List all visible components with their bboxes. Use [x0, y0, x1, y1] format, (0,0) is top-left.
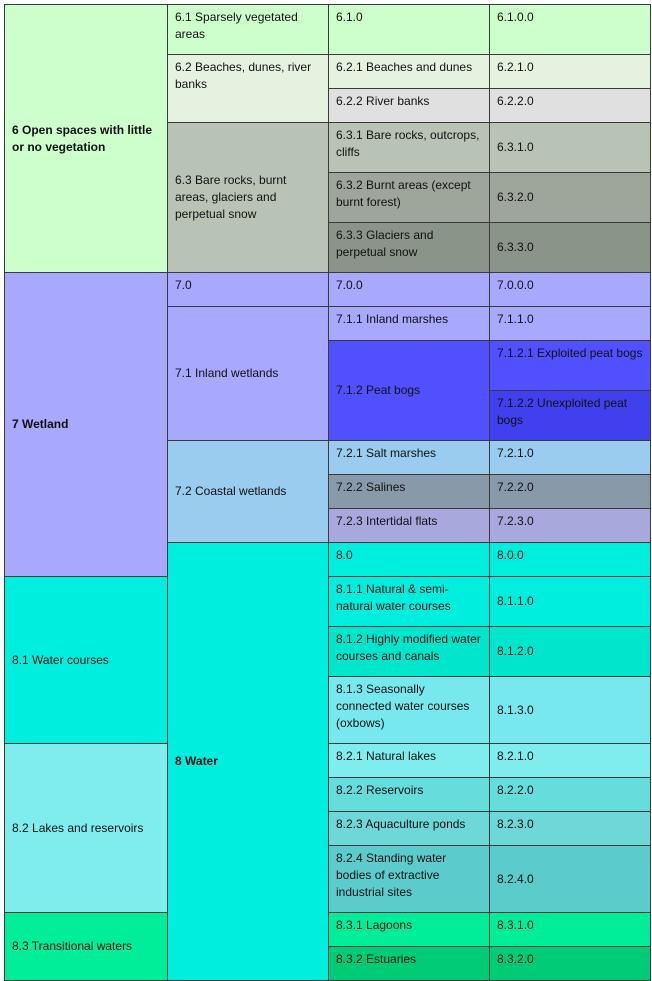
level4-cell: 8.1.1.0 — [490, 577, 651, 627]
level4-cell: 6.1.0.0 — [490, 5, 651, 55]
level2-cell: 8.3 Transitional waters — [5, 913, 168, 981]
level4-cell: 7.2.2.0 — [490, 475, 651, 509]
level3-cell: 8.2.4 Standing water bodies of extractive industrial sites — [329, 846, 490, 913]
level2-cell: 6.1 Sparsely vegetated areas — [168, 5, 329, 55]
level3-cell: 8.2.2 Reservoirs — [329, 778, 490, 812]
level3-cell: 7.0.0 — [329, 273, 490, 307]
level4-cell: 7.1.2.1 Exploited peat bogs — [490, 341, 651, 391]
level3-cell: 7.2.1 Salt marshes — [329, 441, 490, 475]
table-row — [5, 5, 651, 55]
level4-cell: 7.2.3.0 — [490, 509, 651, 543]
level2-cell: 6.2 Beaches, dunes, river banks — [168, 55, 329, 123]
level3-cell: 8.3.1 Lagoons — [329, 913, 490, 947]
level4-cell: 6.2.1.0 — [490, 55, 651, 89]
level4-cell: 8.2.2.0 — [490, 778, 651, 812]
level3-cell: 8.3.2 Estuaries — [329, 947, 490, 981]
level4-cell: 6.2.2.0 — [490, 89, 651, 123]
level4-cell: 7.1.2.2 Unexploited peat bogs — [490, 391, 651, 441]
level2-cell: 8.1 Water courses — [5, 577, 168, 744]
level4-cell: 6.3.2.0 — [490, 173, 651, 223]
level3-cell: 6.3.2 Burnt areas (except burnt forest) — [329, 173, 490, 223]
level3-cell: 8.1.2 Highly modified water courses and canals — [329, 627, 490, 677]
level4-cell: 8.2.4.0 — [490, 846, 651, 913]
level3-cell: 6.1.0 — [329, 5, 490, 55]
level3-cell: 7.1.2 Peat bogs — [329, 341, 490, 441]
level2-cell: 7.2 Coastal wetlands — [168, 441, 329, 543]
level2-cell: 8.2 Lakes and reservoirs — [5, 744, 168, 913]
level4-cell: 6.3.1.0 — [490, 123, 651, 173]
level4-cell: 8.2.3.0 — [490, 812, 651, 846]
level4-cell: 7.0.0.0 — [490, 273, 651, 307]
level3-cell: 7.2.3 Intertidal flats — [329, 509, 490, 543]
level3-cell: 8.0.0 — [490, 543, 651, 577]
level1-cell: 7 Wetland — [5, 273, 168, 577]
level1-cell: 8 Water — [168, 543, 329, 981]
level3-cell: 6.2.1 Beaches and dunes — [329, 55, 490, 89]
level2-cell: 7.0 — [168, 273, 329, 307]
level4-cell: 8.3.2.0 — [490, 947, 651, 981]
level4-cell: 7.2.1.0 — [490, 441, 651, 475]
level4-cell: 8.2.1.0 — [490, 744, 651, 778]
level3-cell: 7.1.1 Inland marshes — [329, 307, 490, 341]
level3-cell: 7.2.2 Salines — [329, 475, 490, 509]
land-cover-classification-table — [4, 4, 651, 981]
level3-cell: 6.3.1 Bare rocks, outcrops, cliffs — [329, 123, 490, 173]
level3-cell: 8.1.1 Natural & semi-natural water courses — [329, 577, 490, 627]
level3-cell: 6.3.3 Glaciers and perpetual snow — [329, 223, 490, 273]
level3-cell: 8.2.1 Natural lakes — [329, 744, 490, 778]
level4-cell: 8.3.1.0 — [490, 913, 651, 947]
level3-cell: 8.1.3 Seasonally connected water courses (oxbows) — [329, 677, 490, 744]
level2-cell: 7.1 Inland wetlands — [168, 307, 329, 441]
level4-cell: 7.1.1.0 — [490, 307, 651, 341]
level3-cell: 8.2.3 Aquaculture ponds — [329, 812, 490, 846]
level3-cell: 6.2.2 River banks — [329, 89, 490, 123]
table-row — [5, 273, 651, 307]
level4-cell: 8.1.3.0 — [490, 677, 651, 744]
level2-cell: 6.3 Bare rocks, burnt areas, glaciers and perpetual snow — [168, 123, 329, 273]
level2-cell: 8.0 — [329, 543, 490, 577]
level4-cell: 6.3.3.0 — [490, 223, 651, 273]
level4-cell: 8.1.2.0 — [490, 627, 651, 677]
level1-cell: 6 Open spaces with little or no vegetation — [5, 5, 168, 273]
